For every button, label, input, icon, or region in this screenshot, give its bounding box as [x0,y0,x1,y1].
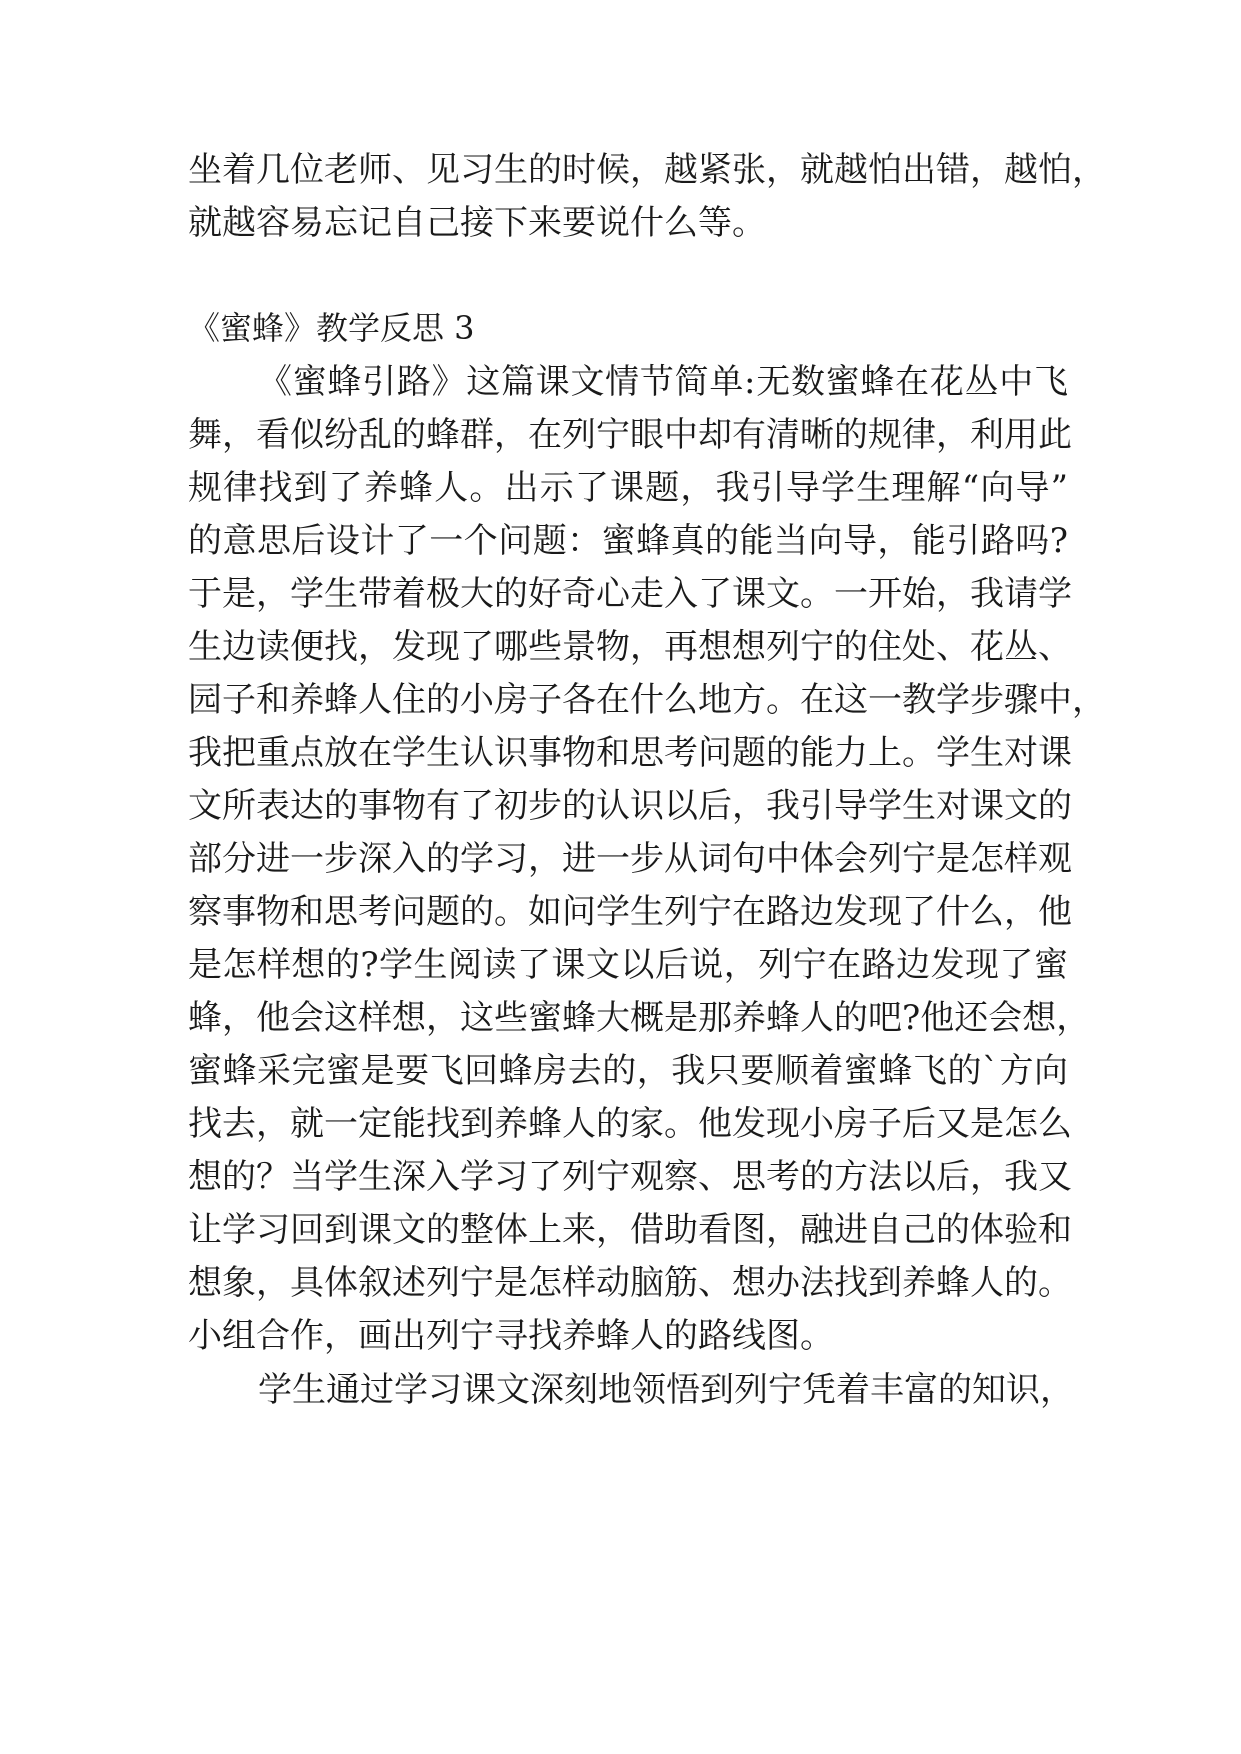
paragraph-line: 《蜜蜂引路》这篇课文情节简单:无数蜜蜂在花丛中飞 [258,362,1068,402]
paragraph-line: 规律找到了养蜂人。出示了课题，我引导学生理解“向导” [188,468,1068,508]
paragraph-line: 让学习回到课文的整体上来，借助看图，融进自己的体验和 [188,1210,1072,1250]
paragraph-line: 是怎样想的?学生阅读了课文以后说，列宁在路边发现了蜜 [188,945,1068,985]
paragraph-line: 学生通过学习课文深刻地领悟到列宁凭着丰富的知识， [258,1370,1074,1410]
paragraph-line: 坐着几位老师、见习生的时候，越紧张，就越怕出错，越怕， [188,150,1106,190]
section-title: 《蜜蜂》教学反思 3 [188,309,475,347]
paragraph-line: 想的？当学生深入学习了列宁观察、思考的方法以后，我又 [188,1157,1072,1197]
paragraph-line: 找去，就一定能找到养蜂人的家。他发现小房子后又是怎么 [188,1104,1072,1144]
paragraph-line: 就越容易忘记自己接下来要说什么等。 [188,203,766,243]
paragraph-line: 想象，具体叙述列宁是怎样动脑筋、想办法找到养蜂人的。 [188,1263,1072,1303]
paragraph-line: 我把重点放在学生认识事物和思考问题的能力上。学生对课 [188,733,1072,773]
paragraph-line: 生边读便找，发现了哪些景物，再想想列宁的住处、花丛、 [188,627,1072,667]
paragraph-line: 的意思后设计了一个问题：蜜蜂真的能当向导，能引路吗? [188,521,1068,561]
paragraph-line: 小组合作，画出列宁寻找养蜂人的路线图。 [188,1316,834,1356]
paragraph-line: 部分进一步深入的学习，进一步从词句中体会列宁是怎样观 [188,839,1072,879]
paragraph-line: 于是，学生带着极大的好奇心走入了课文。一开始，我请学 [188,574,1072,614]
paragraph-line: 蜂，他会这样想，这些蜜蜂大概是那养蜂人的吧?他还会想， [188,998,1091,1038]
paragraph-line: 察事物和思考问题的。如问学生列宁在路边发现了什么，他 [188,892,1072,932]
paragraph-line: 舞，看似纷乱的蜂群，在列宁眼中却有清晰的规律，利用此 [188,415,1072,455]
paragraph-line: 园子和养蜂人住的小房子各在什么地方。在这一教学步骤中， [188,680,1106,720]
paragraph-line: 蜜蜂采完蜜是要飞回蜂房去的，我只要顺着蜜蜂飞的`方向 [188,1051,1068,1091]
paragraph-line: 文所表达的事物有了初步的认识以后，我引导学生对课文的 [188,786,1072,826]
